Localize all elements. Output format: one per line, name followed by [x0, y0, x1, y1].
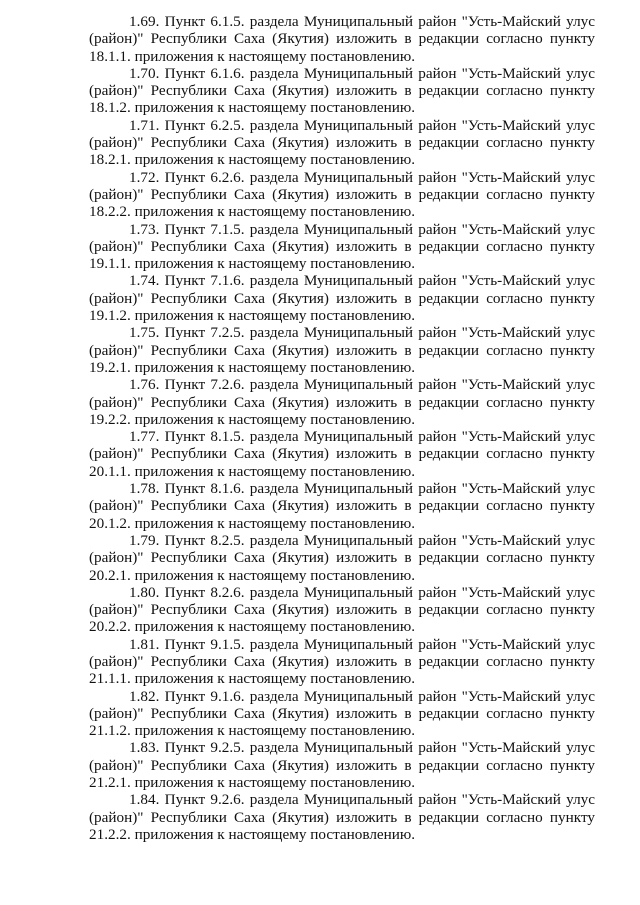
- paragraph-1-80: 1.80. Пункт 8.2.6. раздела Муниципальный район "Усть-Майский улус (район)" Республики Саха (Якутия) изложить в редакции согласно пункту 20.2.2. приложения к настоящему постановлению.: [89, 583, 595, 636]
- paragraph-1-83: 1.83. Пункт 9.2.5. раздела Муниципальный район "Усть-Майский улус (район)" Республики Саха (Якутия) изложить в редакции согласно пункту 21.2.1. приложения к настоящему постановлению.: [89, 739, 595, 792]
- paragraph-1-70: 1.70. Пункт 6.1.6. раздела Муниципальный район "Усть-Майский улус (район)" Республики Саха (Якутия) изложить в редакции согласно пункту 18.1.2. приложения к настоящему постановлению.: [89, 64, 595, 117]
- paragraph-1-79: 1.79. Пункт 8.2.5. раздела Муниципальный район "Усть-Майский улус (район)" Республики Саха (Якутия) изложить в редакции согласно пункту 20.2.1. приложения к настоящему постановлению.: [89, 531, 595, 584]
- paragraph-1-77: 1.77. Пункт 8.1.5. раздела Муниципальный район "Усть-Майский улус (район)" Республики Саха (Якутия) изложить в редакции согласно пункту 20.1.1. приложения к настоящему постановлению.: [89, 428, 595, 480]
- paragraph-1-74: 1.74. Пункт 7.1.6. раздела Муниципальный район "Усть-Майский улус (район)" Республики Саха (Якутия) изложить в редакции согласно пункту 19.1.2. приложения к настоящему постановлению.: [89, 272, 595, 325]
- paragraph-1-69: 1.69. Пункт 6.1.5. раздела Муниципальный район "Усть-Майский улус (район)" Республики Саха (Якутия) изложить в редакции согласно пункту 18.1.1. приложения к настоящему постановлению.: [89, 13, 595, 65]
- paragraph-1-78: 1.78. Пункт 8.1.6. раздела Муниципальный район "Усть-Майский улус (район)" Республики Саха (Якутия) изложить в редакции согласно пункту 20.1.2. приложения к настоящему постановлению.: [89, 480, 595, 532]
- paragraph-1-72: 1.72. Пункт 6.2.6. раздела Муниципальный район "Усть-Майский улус (район)" Республики Саха (Якутия) изложить в редакции согласно пункту 18.2.2. приложения к настоящему постановлению.: [89, 168, 595, 221]
- paragraph-1-82: 1.82. Пункт 9.1.6. раздела Муниципальный район "Усть-Майский улус (район)" Республики Саха (Якутия) изложить в редакции согласно пункту 21.1.2. приложения к настоящему постановлению.: [89, 687, 595, 740]
- paragraph-1-76: 1.76. Пункт 7.2.6. раздела Муниципальный район "Усть-Майский улус (район)" Республики Саха (Якутия) изложить в редакции согласно пункту 19.2.2. приложения к настоящему постановлению.: [89, 376, 595, 428]
- paragraph-1-75: 1.75. Пункт 7.2.5. раздела Муниципальный район "Усть-Майский улус (район)" Республики Саха (Якутия) изложить в редакции согласно пункту 19.2.1. приложения к настоящему постановлению.: [89, 324, 595, 376]
- document-page: [89, 13, 595, 843]
- paragraph-1-81: 1.81. Пункт 9.1.5. раздела Муниципальный район "Усть-Майский улус (район)" Республики Саха (Якутия) изложить в редакции согласно пункту 21.1.1. приложения к настоящему постановлению.: [89, 635, 595, 688]
- paragraph-1-84: 1.84. Пункт 9.2.6. раздела Муниципальный район "Усть-Майский улус (район)" Республики Саха (Якутия) изложить в редакции согласно пункту 21.2.2. приложения к настоящему постановлению.: [89, 791, 595, 843]
- paragraph-1-73: 1.73. Пункт 7.1.5. раздела Муниципальный район "Усть-Майский улус (район)" Республики Саха (Якутия) изложить в редакции согласно пункту 19.1.1. приложения к настоящему постановлению.: [89, 220, 595, 273]
- paragraph-1-71: 1.71. Пункт 6.2.5. раздела Муниципальный район "Усть-Майский улус (район)" Республики Саха (Якутия) изложить в редакции согласно пункту 18.2.1. приложения к настоящему постановлению.: [89, 116, 595, 169]
